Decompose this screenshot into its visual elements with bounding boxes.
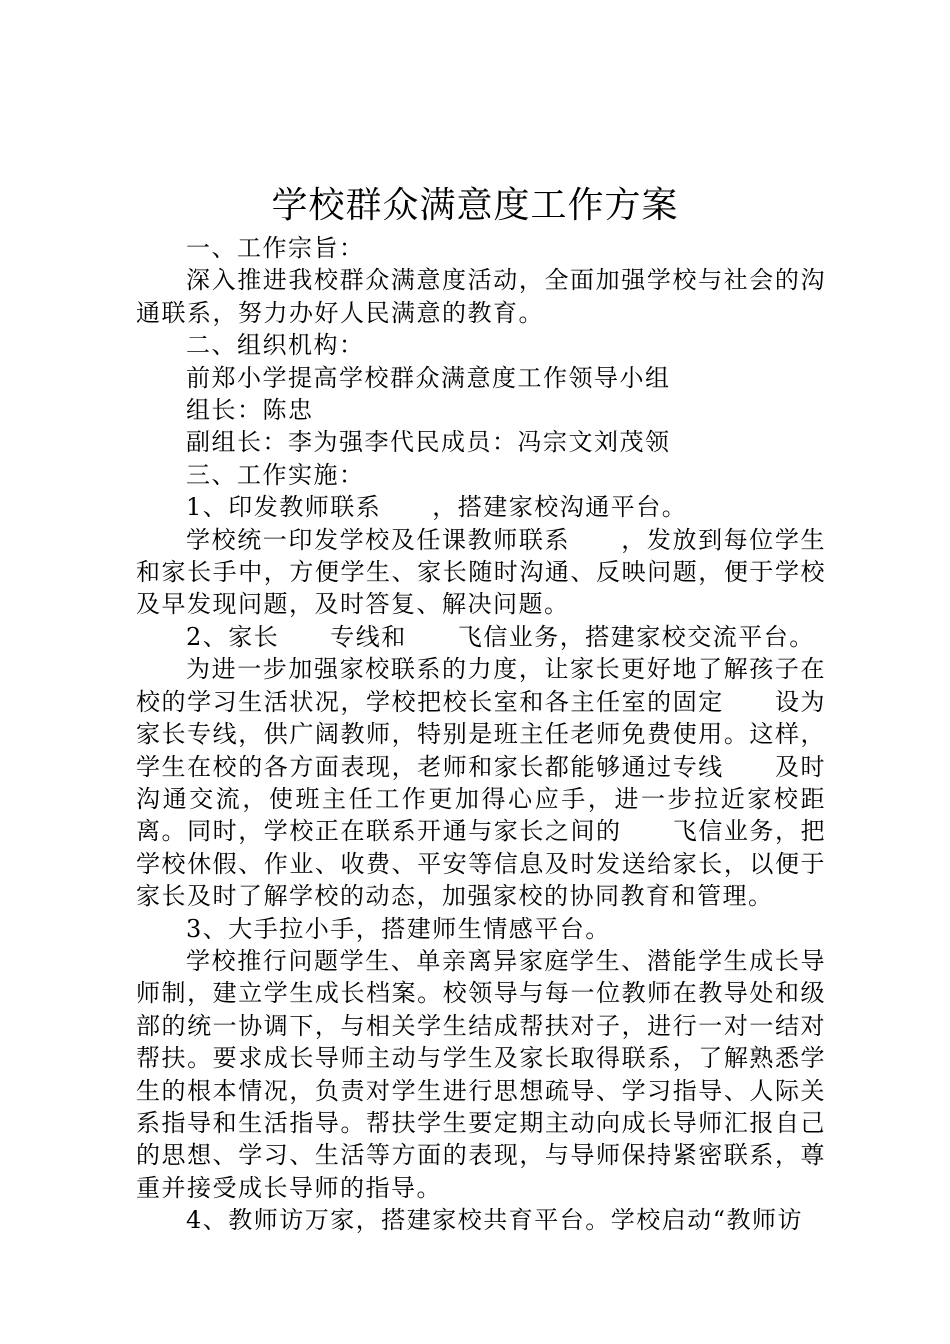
paragraph-item-4-heading: 4、教师访万家，搭建家校共育平台。学校启动“教师访 bbox=[186, 1206, 804, 1235]
document-title: 学校群众满意度工作方案 bbox=[271, 185, 679, 226]
paragraph-organization-heading: 二、组织机构： bbox=[186, 331, 365, 360]
paragraph-group-leader: 组长：陈忠 bbox=[186, 396, 314, 425]
paragraph-item-3-text: 学校推行问题学生、单亲离异家庭学生、潜能学生成长导师制，建立学生成长档案。校领导与每一位教师在教导处和级部的统一协调下，与相关学生结成帮扶对子，进行一对一结对帮扶。要求成长导师主动与学生及家长取得联系，了解熟悉学生的根本情况，负责对学生进行思想疏导、学习指导、人际关系指导和生活指导。帮扶学生要定期主动向成长导师汇报自己的思想、学习、生活等方面的表现，与导师保持紧密联系，尊重并接受成长导师的指导。 bbox=[136, 946, 826, 1202]
paragraph-item-1-heading: 1、印发教师联系 ，搭建家校沟通平台。 bbox=[186, 493, 688, 522]
paragraph-item-2-heading: 2、家长 专线和 飞信业务，搭建家校交流平台。 bbox=[186, 622, 815, 651]
paragraph-purpose-heading: 一、工作宗旨： bbox=[186, 234, 365, 262]
paragraph-purpose-text: 深入推进我校群众满意度活动，全面加强学校与社会的沟通联系，努力办好人民满意的教育。 bbox=[136, 266, 826, 327]
paragraph-leading-group: 前郑小学提高学校群众满意度工作领导小组 bbox=[186, 363, 671, 392]
paragraph-item-3-heading: 3、大手拉小手，搭建师生情感平台。 bbox=[186, 914, 611, 943]
paragraph-deputy-leaders: 副组长：李为强李代民成员：冯宗文刘茂领 bbox=[186, 428, 671, 457]
paragraph-item-2-text: 为进一步加强家校联系的力度，让家长更好地了解孩子在校的学习生活状况，学校把校长室和各主任室的固定 设为家长专线，供广阔教师，特别是班主任老师免费使用。这样，学生在校的各方面表现，老师和家长都能够通过专线 及时沟通交流，使班主任工作更加得心应手，进一步拉近家校距离。同时，学校正在联系开通与家长之间的 飞信业务，把学校休假、作业、收费、平安等信息及时发送给家长，以便于家长及时了解学校的动态，加强家校的协同教育和管理。 bbox=[136, 655, 826, 911]
paragraph-implementation-heading: 三、工作实施： bbox=[186, 460, 365, 489]
document-body bbox=[136, 232, 826, 1237]
paragraph-item-1-text: 学校统一印发学校及任课教师联系 ，发放到每位学生和家长手中，方便学生、家长随时沟通、反映问题，便于学校及早发现问题，及时答复、解决问题。 bbox=[136, 525, 826, 619]
